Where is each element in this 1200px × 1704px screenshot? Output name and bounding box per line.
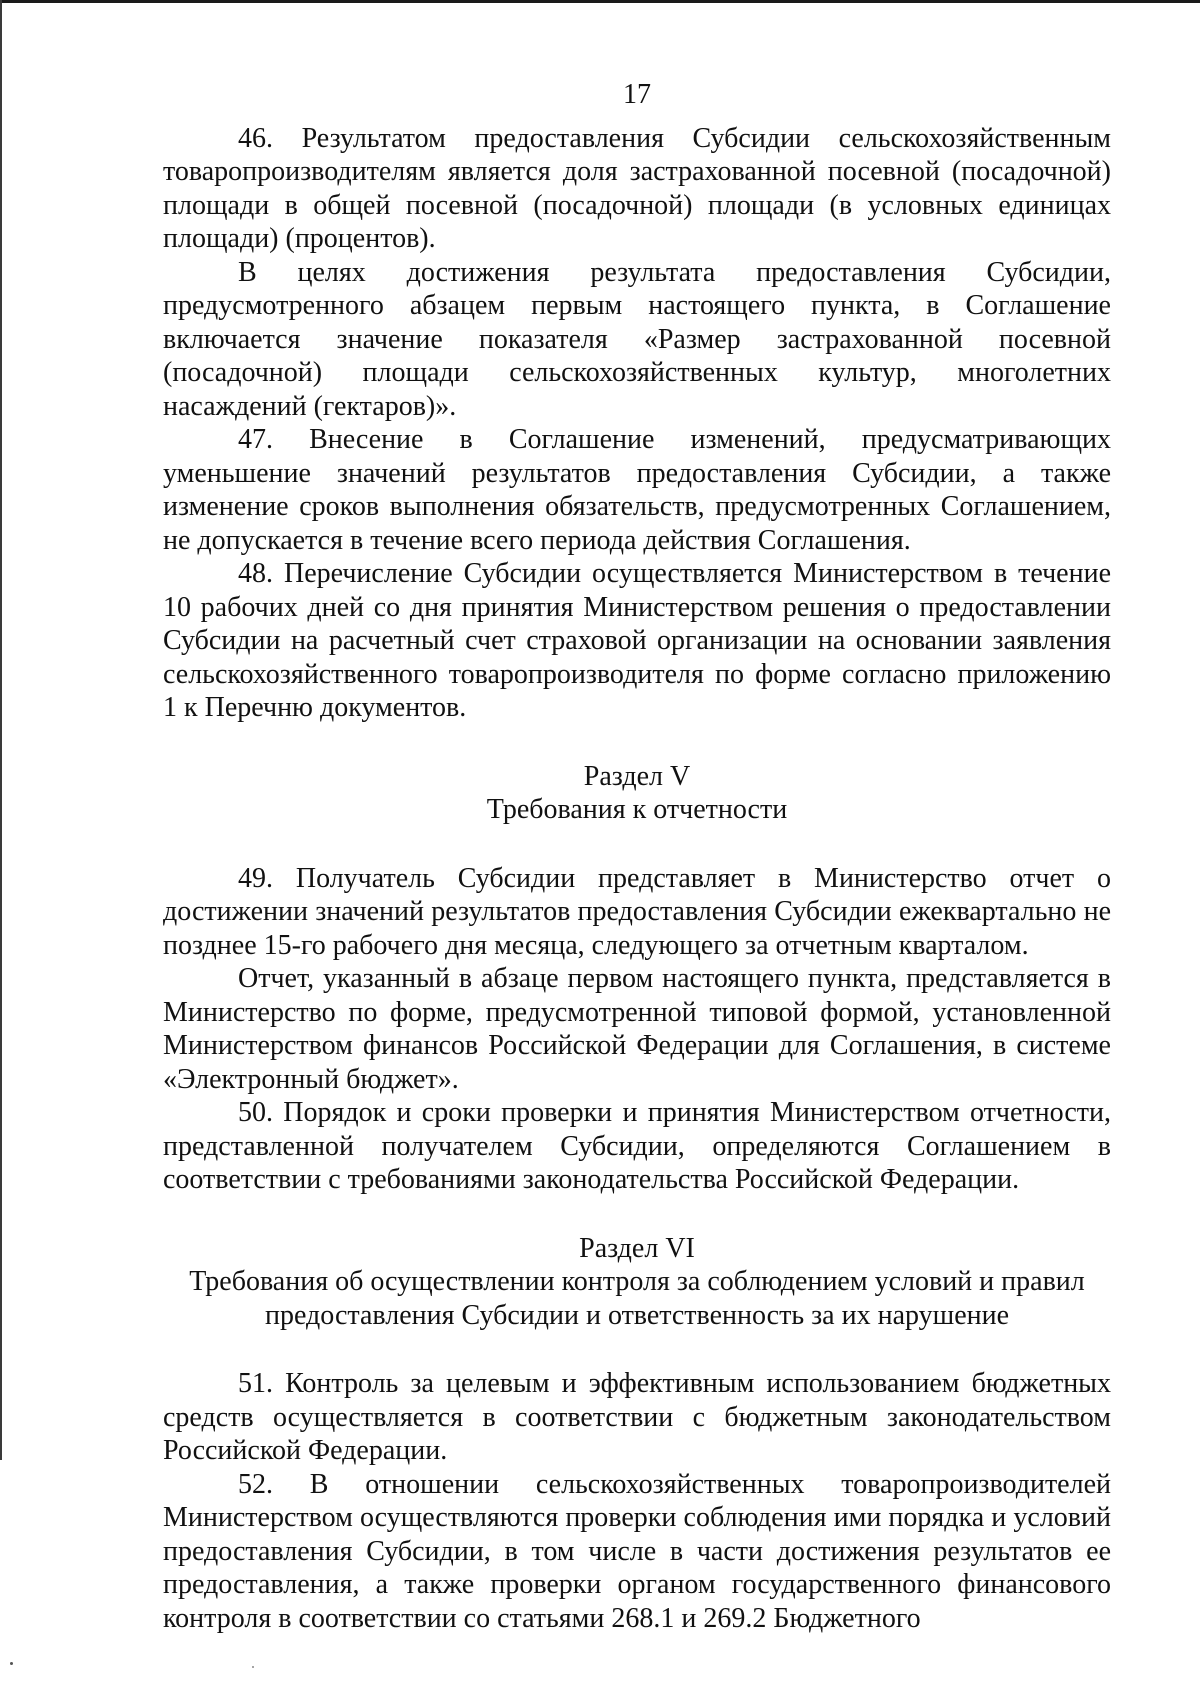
section-6-title-line-2: предоставления Субсидии и ответственность за их нарушение	[264, 1299, 1010, 1331]
spacer	[163, 827, 1111, 862]
scan-speck	[10, 1662, 13, 1665]
paragraph-50: 50. Порядок и сроки проверки и принятия Министерством отчетности, представленной получателем Субсидии, определяются Соглашением в соответствии с требованиями законодательства Российской Федерации.	[163, 1097, 1111, 1195]
section-5-title: Требования к отчетности	[486, 794, 788, 825]
section-5-heading: Раздел V	[583, 760, 691, 792]
spacer	[163, 1332, 1111, 1367]
paragraph-52: 52. В отношении сельскохозяйственных товаропроизводителей Министерством осуществляются проверки соблюдения ими порядка и условий предоставления Субсидии, в том числе в части достижения результатов ее предоставления, а также проверки органом государственного финансового контроля в соответствии со статьями 268.1 и 269.2 Бюджетного	[163, 1468, 1111, 1634]
paragraph-49: 49. Получатель Субсидии представляет в Министерство отчет о достижении значений результатов предоставления Субсидии ежеквартально не позднее 15-го рабочего дня месяца, следующего за отчетным кварталом.	[163, 862, 1111, 961]
spacer	[163, 725, 1111, 760]
paragraph-51: 51. Контроль за целевым и эффективным использованием бюджетных средств осуществляется в соответствии с бюджетным законодательством Российской Федерации.	[163, 1368, 1111, 1466]
scan-speck	[252, 1666, 254, 1668]
section-6-heading: Раздел VI	[579, 1232, 695, 1264]
paragraph-49-report: Отчет, указанный в абзаце первом настоящего пункта, представляется в Министерство по форме, предусмотренной типовой формой, установленной Министерством финансов Российской Федерации для Соглашения, в системе «Электронный бюджет».	[163, 963, 1111, 1095]
spacer	[163, 1197, 1111, 1232]
document-page	[163, 78, 1111, 1635]
paragraph-48: 48. Перечисление Субсидии осуществляется Министерством в течение 10 рабочих дней со дня принятия Министерством решения о предоставлении Субсидии на расчетный счет страховой организации на основании заявления сельскохозяйственного товаропроизводителя по форме согласно приложению 1 к Перечню документов.	[163, 558, 1111, 723]
section-6-title-line-1: Требования об осуществлении контроля за соблюдением условий и правил	[189, 1266, 1085, 1297]
paragraph-46-target: В целях достижения результата предоставления Субсидии, предусмотренного абзацем первым настоящего пункта, в Соглашение включается значение показателя «Размер застрахованной посевной (посадочной) площади сельскохозяйственных культур, многолетних насаждений (гектаров)».	[163, 256, 1111, 422]
paragraph-47: 47. Внесение в Соглашение изменений, предусматривающих уменьшение значений результатов предоставления Субсидии, а также изменение сроков выполнения обязательств, предусмотренных Соглашением, не допускается в течение всего периода действия Соглашения.	[163, 424, 1111, 556]
scan-top-edge	[0, 0, 1200, 3]
page-number: 17	[623, 79, 651, 110]
paragraph-46: 46. Результатом предоставления Субсидии сельскохозяйственным товаропроизводителям является доля застрахованной посевной (посадочной) площади в общей посевной (посадочной) площади (в условных единицах площади) (процентов).	[163, 122, 1111, 254]
scan-left-edge	[0, 0, 2, 1460]
